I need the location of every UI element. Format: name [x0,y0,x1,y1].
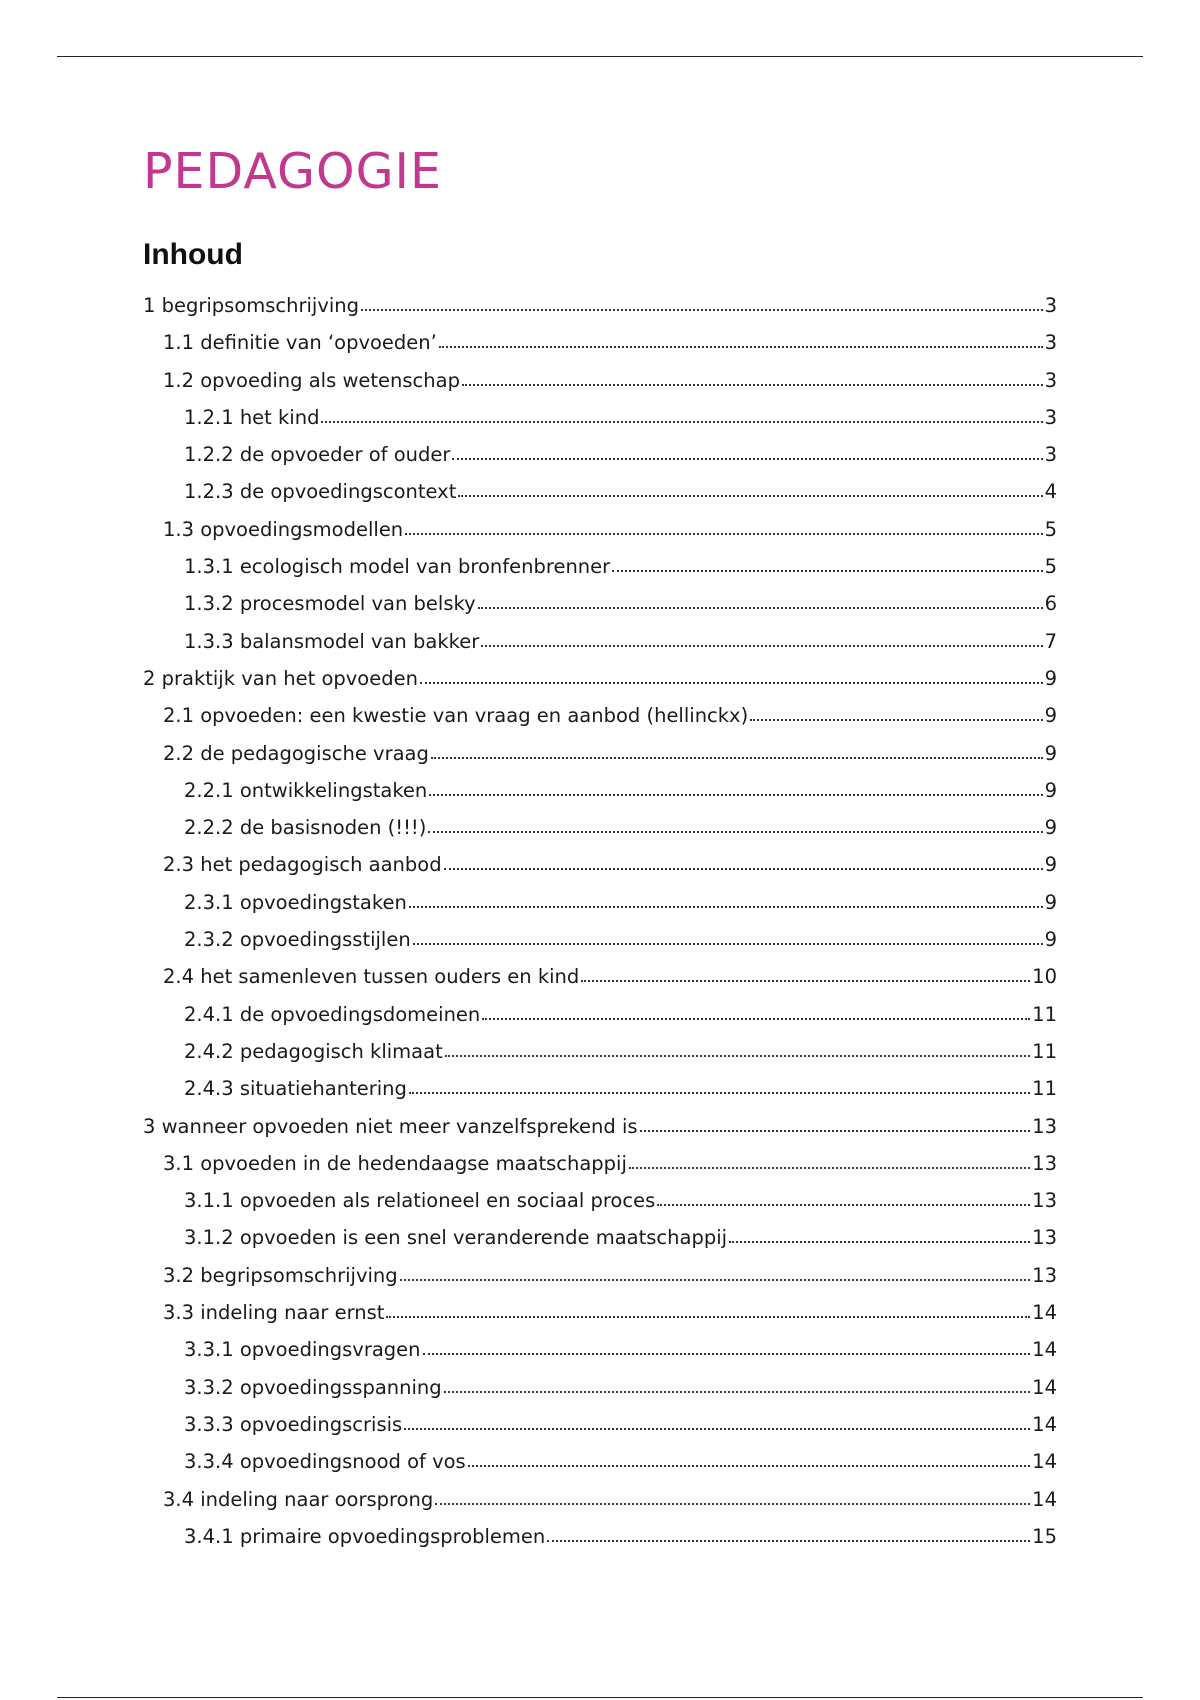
toc-page-number: 14 [1032,1338,1057,1362]
toc-entry-title: 2.4.1 de opvoedingsdomeinen [184,1002,481,1026]
toc-entry-title: 3.4 indeling naar oorsprong [163,1487,434,1511]
toc-page-number: 9 [1044,741,1057,765]
toc-dot-leader [409,1091,1030,1094]
header-rule [57,56,1143,57]
toc-page-number: 9 [1044,928,1057,952]
toc-dot-leader [547,1539,1030,1542]
toc-entry[interactable] [143,548,1057,585]
toc-entry[interactable] [143,473,1057,510]
toc-entry-title: 3.3.4 opvoedingsnood of vos [184,1450,466,1474]
toc-entry-title: 1.2.2 de opvoeder of ouder [184,443,451,467]
toc-page-number: 14 [1032,1412,1057,1436]
toc-entry-title: 3.1 opvoeden in de hedendaagse maatschappij [163,1151,627,1175]
toc-entry[interactable] [143,1145,1057,1182]
footer-rule [57,1697,1143,1698]
toc-entry-title: 2.3 het pedagogisch aanbod [163,853,442,877]
toc-dot-leader [409,905,1043,908]
toc-dot-leader [462,383,1043,386]
toc-page-number: 11 [1032,1077,1057,1101]
toc-dot-leader [405,532,1042,535]
toc-entry-title: 2.4.2 pedagogisch klimaat [184,1039,443,1063]
toc-dot-leader [458,494,1042,497]
toc-page-number: 9 [1044,890,1057,914]
toc-page-number: 6 [1044,592,1057,616]
toc-entry-title: 3.3.2 opvoedingsspanning [184,1375,442,1399]
toc-dot-leader [452,457,1042,460]
toc-heading: Inhoud [143,238,243,271]
toc-dot-leader [481,644,1042,647]
toc-page-number: 13 [1032,1189,1057,1213]
toc-entry[interactable] [143,1518,1057,1555]
toc-entry[interactable] [143,1331,1057,1368]
toc-entry[interactable] [143,1033,1057,1070]
toc-entry-title: 2.2.1 ontwikkelingstaken [184,778,428,802]
toc-entry[interactable] [143,1219,1057,1256]
toc-page-number: 13 [1032,1226,1057,1250]
toc-entry-title: 3.3.3 opvoedingscrisis [184,1412,403,1436]
toc-page-number: 7 [1044,629,1057,653]
toc-entry-title: 1.2.3 de opvoedingscontext [184,480,457,504]
toc-dot-leader [444,1390,1031,1393]
toc-entry-title: 1.2 opvoeding als wetenschap [163,368,460,392]
toc-dot-leader [439,345,1043,348]
toc-dot-leader [750,718,1042,721]
toc-entry-title: 1.3.3 balansmodel van bakker [184,629,480,653]
toc-entry-title: 1.3.2 procesmodel van belsky [184,592,476,616]
toc-dot-leader [435,1502,1030,1505]
toc-entry-title: 3.1.1 opvoeden als relationeel en sociaal proces [184,1189,656,1213]
toc-page-number: 14 [1032,1450,1057,1474]
toc-dot-leader [431,756,1043,759]
toc-dot-leader [478,606,1043,609]
toc-entry[interactable] [143,846,1057,883]
toc-entry[interactable] [143,623,1057,660]
toc-entry[interactable] [143,958,1057,995]
toc-page-number: 3 [1044,368,1057,392]
toc-entry-title: 2.4.3 situatiehantering [184,1077,407,1101]
toc-entry[interactable] [143,1257,1057,1294]
toc-dot-leader [400,1278,1031,1281]
toc-entry-title: 3.1.2 opvoeden is een snel veranderende maatschappij [184,1226,728,1250]
toc-entry[interactable] [143,362,1057,399]
toc-entry-title: 2 praktijk van het opvoeden [143,666,418,690]
toc-page-number: 3 [1044,294,1057,317]
toc-entry[interactable] [143,884,1057,921]
toc-entry-title: 2.2 de pedagogische vraag [163,741,429,765]
toc-dot-leader [445,1054,1030,1057]
toc-page-number: 5 [1044,517,1057,541]
toc-dot-leader [657,1203,1030,1206]
toc-entry[interactable] [143,1294,1057,1331]
toc-entry-title: 2.4 het samenleven tussen ouders en kind [163,965,580,989]
toc-page-number: 9 [1044,704,1057,728]
toc-page-number: 10 [1032,965,1057,989]
toc-entry[interactable] [143,399,1057,436]
toc-entry-title: 1.2.1 het kind [184,405,320,429]
toc-entry[interactable] [143,1481,1057,1518]
toc-entry[interactable] [143,921,1057,958]
toc-entry-title: 3.3 indeling naar ernst [163,1301,385,1325]
toc-entry[interactable] [143,585,1057,622]
toc-entry[interactable] [143,735,1057,772]
toc-page-number: 9 [1044,853,1057,877]
toc-dot-leader [428,830,1042,833]
toc-page-number: 5 [1044,555,1057,579]
toc-dot-leader [640,1129,1031,1132]
toc-entry-title: 2.2.2 de basisnoden (!!!) [184,816,427,840]
toc-page-number: 14 [1032,1301,1057,1325]
toc-dot-leader [413,942,1043,945]
toc-entry-title: 1.3.1 ecologisch model van bronfenbrenner [184,555,611,579]
toc-entry[interactable] [143,1070,1057,1107]
toc-page-number: 15 [1032,1524,1057,1548]
toc-dot-leader [420,681,1043,684]
toc-page-number: 14 [1032,1375,1057,1399]
toc-dot-leader [581,979,1030,982]
toc-dot-leader [444,867,1043,870]
document-title: PEDAGOGIE [143,143,442,200]
toc-entry-title: 3 wanneer opvoeden niet meer vanzelfsprekend is [143,1114,638,1138]
toc-page-number: 9 [1044,816,1057,840]
toc-page-number: 3 [1044,331,1057,355]
toc-entry[interactable] [143,436,1057,473]
toc-entry-title: 2.3.1 opvoedingstaken [184,890,407,914]
toc-entry-title: 1 begripsomschrijving [143,294,360,317]
toc-entry[interactable] [143,324,1057,361]
toc-entry[interactable] [143,697,1057,734]
toc-dot-leader [386,1315,1030,1318]
toc-page-number: 11 [1032,1002,1057,1026]
toc-page-number: 14 [1032,1487,1057,1511]
toc-dot-leader [612,569,1042,572]
toc-entry[interactable] [143,1369,1057,1406]
toc-page-number: 3 [1044,405,1057,429]
toc-entry[interactable] [143,660,1057,697]
toc-dot-leader [629,1166,1030,1169]
toc-entry-title: 3.2 begripsomschrijving [163,1263,398,1287]
toc-entry[interactable] [143,772,1057,809]
toc-dot-leader [729,1240,1030,1243]
toc-entry-title: 3.4.1 primaire opvoedingsproblemen [184,1524,546,1548]
toc-page-number: 11 [1032,1039,1057,1063]
toc-entry-title: 3.3.1 opvoedingsvragen [184,1338,421,1362]
toc-entry[interactable] [143,809,1057,846]
toc-page-number: 13 [1032,1114,1057,1138]
toc-entry[interactable] [143,1182,1057,1219]
toc-dot-leader [482,1017,1030,1020]
toc-entry[interactable] [143,1406,1057,1443]
toc-page-number: 13 [1032,1151,1057,1175]
toc-page-number: 13 [1032,1263,1057,1287]
toc-dot-leader [404,1427,1030,1430]
toc-page-number: 9 [1044,666,1057,690]
toc-dot-leader [429,793,1042,796]
toc-entry[interactable] [143,511,1057,548]
toc-entry[interactable] [143,287,1057,324]
toc-entry[interactable] [143,996,1057,1033]
toc-entry-title: 2.3.2 opvoedingsstijlen [184,928,411,952]
toc-entry-title: 1.3 opvoedingsmodellen [163,517,404,541]
toc-entry[interactable] [143,1108,1057,1145]
toc-page-number: 9 [1044,778,1057,802]
toc-dot-leader [423,1352,1031,1355]
toc-entry-title: 1.1 definitie van ‘opvoeden’ [163,331,437,355]
toc-dot-leader [468,1464,1030,1467]
toc-dot-leader [321,420,1042,423]
table-of-contents [143,287,1057,1555]
toc-page-number: 4 [1044,480,1057,504]
toc-entry[interactable] [143,1443,1057,1480]
toc-entry-title: 2.1 opvoeden: een kwestie van vraag en aanbod (hellinckx) [163,704,749,728]
toc-page-number: 3 [1044,443,1057,467]
toc-dot-leader [361,308,1043,311]
